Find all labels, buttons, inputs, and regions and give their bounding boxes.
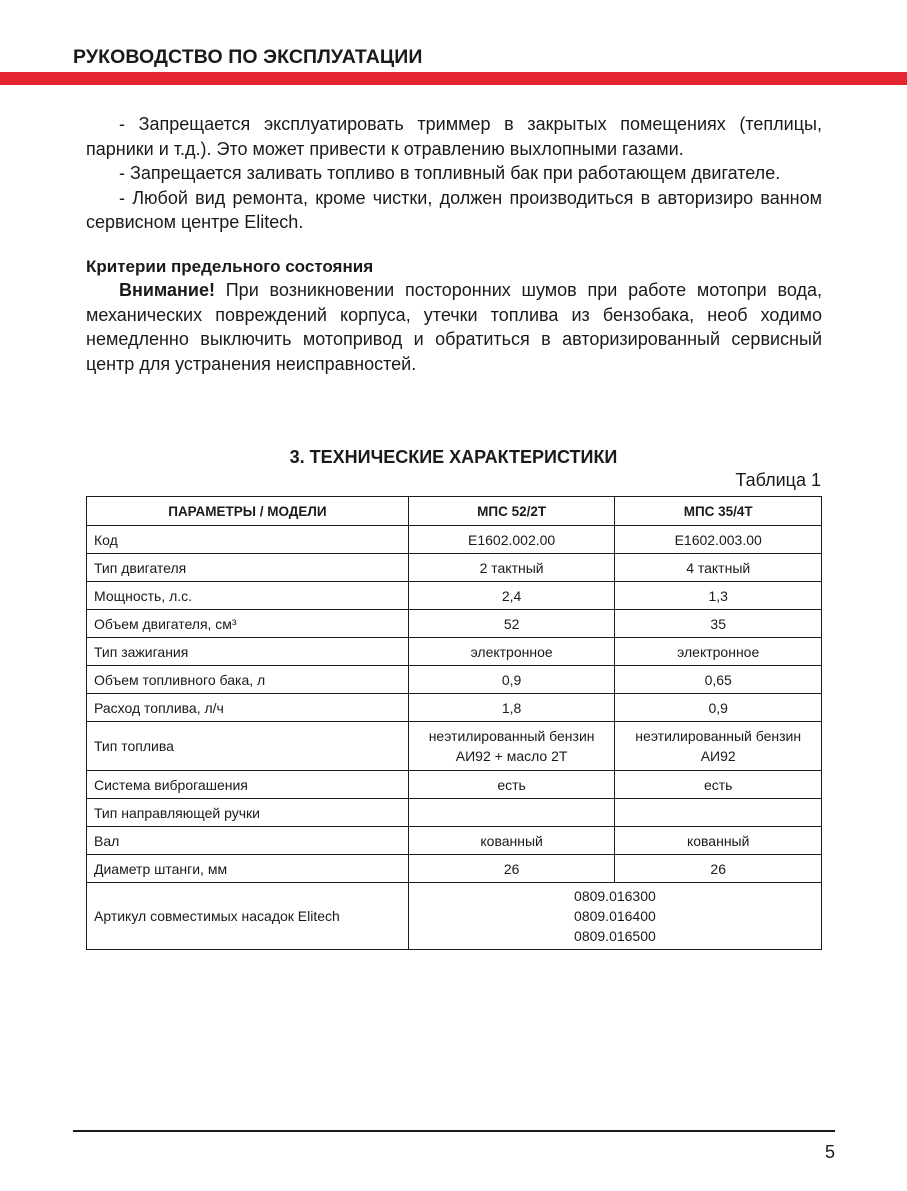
specs-table — [86, 496, 822, 950]
criteria-section — [86, 256, 822, 376]
value-cell — [408, 722, 615, 771]
header-model-2: МПС 35/4Т — [615, 497, 822, 526]
value-cell: есть — [408, 771, 615, 799]
param-cell: Тип зажигания — [87, 638, 409, 666]
criteria-paragraph — [86, 278, 822, 376]
table-row — [87, 827, 822, 855]
specs-section-title: 3. ТЕХНИЧЕСКИЕ ХАРАКТЕРИСТИКИ — [289, 447, 618, 467]
article-number: 0809.016300 — [574, 888, 656, 904]
value-cell: 2,4 — [408, 582, 615, 610]
value-cell: 4 тактный — [615, 554, 822, 582]
header-model-1: МПС 52/2Т — [408, 497, 615, 526]
param-cell: Диаметр штанги, мм — [87, 855, 409, 883]
value-cell: электронное — [615, 638, 822, 666]
value-cell: 35 — [615, 610, 822, 638]
safety-paragraph: - Запрещается эксплуатировать триммер в закрытых помещениях (теплицы, парники и т.д.). Это может привести к отравлению выхлопными газами. — [86, 114, 822, 159]
value-cell: 26 — [615, 855, 822, 883]
value-line: неэтилированный бензин — [635, 728, 802, 744]
param-cell: Тип топлива — [87, 722, 409, 771]
value-cell: электронное — [408, 638, 615, 666]
safety-paragraph: - Любой вид ремонта, кроме чистки, должен производиться в авторизиро ванном сервисном центре Elitech. — [86, 187, 822, 232]
value-cell: кованный — [615, 827, 822, 855]
table-caption: Таблица 1 — [735, 470, 821, 490]
table-row — [87, 855, 822, 883]
header-parameters: ПАРАМЕТРЫ / МОДЕЛИ — [87, 497, 409, 526]
table-row — [87, 610, 822, 638]
table-row — [87, 582, 822, 610]
value-line: неэтилированный бензин — [428, 728, 595, 744]
value-cell: 0,65 — [615, 666, 822, 694]
table-row — [87, 694, 822, 722]
value-cell — [615, 799, 822, 827]
value-cell: 1,3 — [615, 582, 822, 610]
safety-warnings — [86, 112, 822, 235]
value-cell: 1,8 — [408, 694, 615, 722]
document-header-title: РУКОВОДСТВО ПО ЭКСПЛУАТАЦИИ — [73, 46, 423, 68]
param-cell: Тип двигателя — [87, 554, 409, 582]
value-line: АИ92 + масло 2Т — [455, 748, 568, 764]
value-cell: E1602.003.00 — [615, 526, 822, 554]
value-cell: кованный — [408, 827, 615, 855]
table-row — [87, 666, 822, 694]
param-cell: Система виброгашения — [87, 771, 409, 799]
param-cell: Тип направляющей ручки — [87, 799, 409, 827]
param-cell: Код — [87, 526, 409, 554]
table-header-row — [87, 497, 822, 526]
criteria-text: При возникновении посторонних шумов при работе мотопри вода, механических повреждений корпуса, утечки топлива из бензобака, необ ходимо немедленно выключить мотопривод и обратиться в авторизированный сервисный центр для устранения неисправностей. — [86, 280, 822, 374]
value-cell: есть — [615, 771, 822, 799]
value-cell: 2 тактный — [408, 554, 615, 582]
table-row — [87, 638, 822, 666]
value-cell: 0,9 — [615, 694, 822, 722]
value-cell: 0,9 — [408, 666, 615, 694]
table-row — [87, 883, 822, 950]
param-cell: Объем двигателя, см³ — [87, 610, 409, 638]
table-row — [87, 526, 822, 554]
value-cell: 52 — [408, 610, 615, 638]
table-row — [87, 722, 822, 771]
param-cell: Артикул совместимых насадок Elitech — [87, 883, 409, 950]
safety-paragraph: - Запрещается заливать топливо в топливный бак при работающем двигателе. — [119, 163, 781, 183]
page-number: 5 — [824, 1142, 835, 1162]
table-row — [87, 771, 822, 799]
shared-value-cell — [408, 883, 821, 950]
value-cell — [408, 799, 615, 827]
param-cell: Объем топливного бака, л — [87, 666, 409, 694]
header-red-bar — [0, 72, 907, 85]
article-number: 0809.016400 — [574, 908, 656, 924]
param-cell: Вал — [87, 827, 409, 855]
table-row — [87, 799, 822, 827]
value-cell: 26 — [408, 855, 615, 883]
param-cell: Расход топлива, л/ч — [87, 694, 409, 722]
value-line: АИ92 — [700, 748, 736, 764]
table-row — [87, 554, 822, 582]
param-cell: Мощность, л.с. — [87, 582, 409, 610]
attention-label: Внимание! — [119, 280, 215, 300]
criteria-title: Критерии предельного состояния — [86, 257, 374, 276]
article-number: 0809.016500 — [574, 928, 656, 944]
value-cell: E1602.002.00 — [408, 526, 615, 554]
footer-divider — [73, 1130, 835, 1132]
value-cell — [615, 722, 822, 771]
